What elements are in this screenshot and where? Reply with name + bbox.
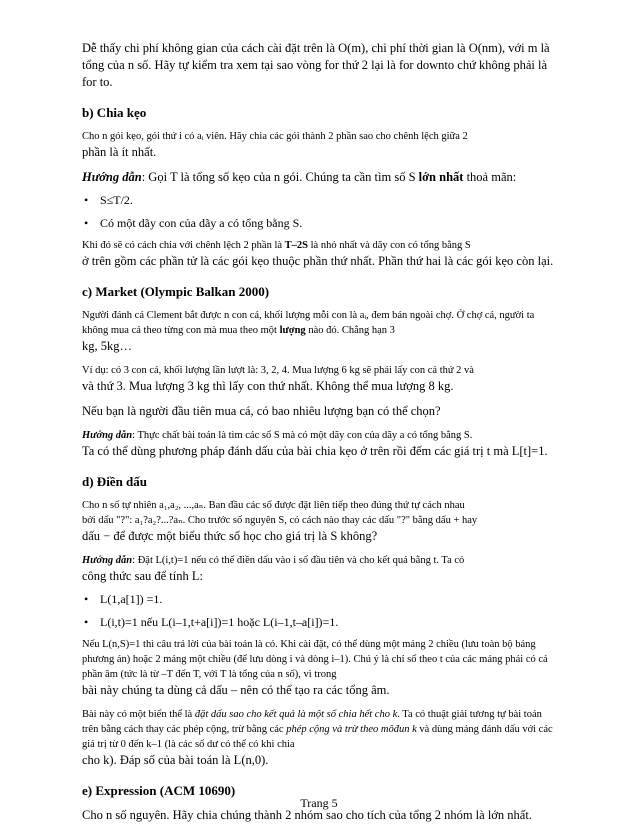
section-d-problem: Cho n số tự nhiên a₁,a₂, ...,aₙ. Ban đầu các số được đặt liên tiếp theo đúng thứ tự cách nhau bbox=[82, 500, 465, 511]
page-number: Trang 5 bbox=[300, 796, 338, 810]
intro-text: Dễ thấy chi phí không gian của cách cài đặt trên là O(m), chi phí thời gian là O(nm), với m là tổng của n số. Hãy tự kiểm tra xem tại sao vòng for thứ 2 lại là for downto chứ không phải là bbox=[82, 41, 550, 72]
intro-text-end: for to. bbox=[82, 75, 113, 89]
section-b-conclusion: Khi đó sẽ có cách chia với chênh lệch 2 phần là T–2S là nhỏ nhất và dãy con có tổng bằng S bbox=[82, 240, 471, 251]
document-page bbox=[82, 40, 558, 824]
list-item: • Có một dãy con của dãy a có tổng bằng S. bbox=[84, 216, 303, 230]
list-item: • L(i,t)=1 nếu L(i–1,t+a[i])=1 hoặc L(i–1,t–a[i])=1. bbox=[84, 615, 339, 629]
section-b-guide: Hướng dẫn: Gọi T là tổng số kẹo của n gói. Chúng ta cần tìm số S lớn nhất thoả mãn: bbox=[82, 170, 517, 184]
section-c-problem-end: kg, 5kg… bbox=[82, 339, 132, 353]
section-b-problem-end: phần là ít nhất. bbox=[82, 145, 157, 159]
section-e-heading: e) Expression (ACM 10690) bbox=[82, 783, 236, 798]
section-d-guide: Hướng dẫn: Đặt L(i,t)=1 nếu có thể điền dấu vào i số đầu tiên và cho kết quả bằng t. Ta có bbox=[82, 555, 465, 566]
section-c-example: Ví dụ: có 3 con cá, khối lượng lần lượt là: 3, 2, 4. Mua lượng 6 kg sẽ phải lấy con cá thứ 2 và bbox=[82, 365, 474, 376]
section-d-variant-end: cho k). Đáp số của bài toán là L(n,0). bbox=[82, 753, 269, 767]
section-c-problem: Người đánh cá Clement bắt được n con cá, khối lượng mỗi con là aᵢ, đem bán ngoài chợ. Ở chợ cá, người ta không mua cá theo từng con mà mua theo một lượng nào đó. Chẳng hạn 3 bbox=[82, 310, 535, 336]
section-b-conclusion-end: ở trên gồm các phần tử là các gói kẹo thuộc phần thứ nhất. Phần thứ hai là các gói kẹo còn lại. bbox=[82, 254, 554, 268]
section-b-heading: b) Chia kẹo bbox=[82, 105, 147, 120]
section-e-problem: Cho n số nguyên. Hãy chia chúng thành 2 nhóm sao cho tích của tổng 2 nhóm là lớn nhất. bbox=[82, 808, 532, 822]
section-b-problem: Cho n gói kẹo, gói thứ i có aᵢ viên. Hãy chia các gói thành 2 phần sao cho chênh lệch giữa 2 bbox=[82, 131, 468, 142]
list-item: • S≤T/2. bbox=[84, 193, 133, 207]
section-c-question: Nếu bạn là người đầu tiên mua cá, có bao nhiêu lượng bạn có thể chọn? bbox=[82, 404, 441, 418]
section-c-example-end: và thứ 3. Mua lượng 3 kg thì lấy con thứ nhất. Không thể mua lượng 8 kg. bbox=[82, 379, 454, 393]
section-d-problem-end: dấu − để được một biểu thức số học cho giá trị là S không? bbox=[82, 529, 378, 543]
section-d-problem-cont: bởi dấu "?": a₁?a₂?...?aₙ. Cho trước số nguyên S, có cách nào thay các dấu "?" bằng dấu + hay bbox=[82, 515, 478, 526]
section-c-guide: Hướng dẫn: Thực chất bài toán là tìm các số S mà có một dãy con của dãy a có tổng bằng S. bbox=[82, 430, 473, 441]
section-d-variant: Bài này có một biến thể là đặt dấu sao cho kết quả là một số chia hết cho k. Ta có thuật giải tương tự bài toán trên bằng cách thay các phép cộng, trừ bằng các phép cộng và trừ theo môđun k và dùng mảng đánh dấu với các giá trị từ 0 đến k–1 (là các số dư có thể có khi chia bbox=[82, 709, 553, 750]
section-c-heading: c) Market (Olympic Balkan 2000) bbox=[82, 284, 270, 299]
section-d-note: Nếu L(n,S)=1 thì câu trả lời của bài toán là có. Khi cài đặt, có thể dùng một mảng 2 chiều (lưu toàn bộ bảng phương án) hoặc 2 mảng một chiều (để lưu dòng i và dòng i–1). Chú ý là chỉ số theo t của các mảng phải có cả phần âm (tức là từ –T đến T, với T là tổng của n số), vì trong bbox=[82, 639, 548, 680]
section-d-heading: d) Điền dấu bbox=[82, 474, 148, 489]
section-c-guide-end: Ta có thể dùng phương pháp đánh dấu của bài chia kẹo ở trên rồi đếm các giá trị t mà L[t]=1. bbox=[82, 444, 548, 458]
section-d-note-end: bài này chúng ta dùng cả dấu – nên có thể tạo ra các tổng âm. bbox=[82, 683, 390, 697]
list-item: • L(1,a[1]) =1. bbox=[84, 592, 163, 606]
section-d-guide-end: công thức sau để tính L: bbox=[82, 569, 203, 583]
intro-paragraph bbox=[82, 40, 558, 91]
